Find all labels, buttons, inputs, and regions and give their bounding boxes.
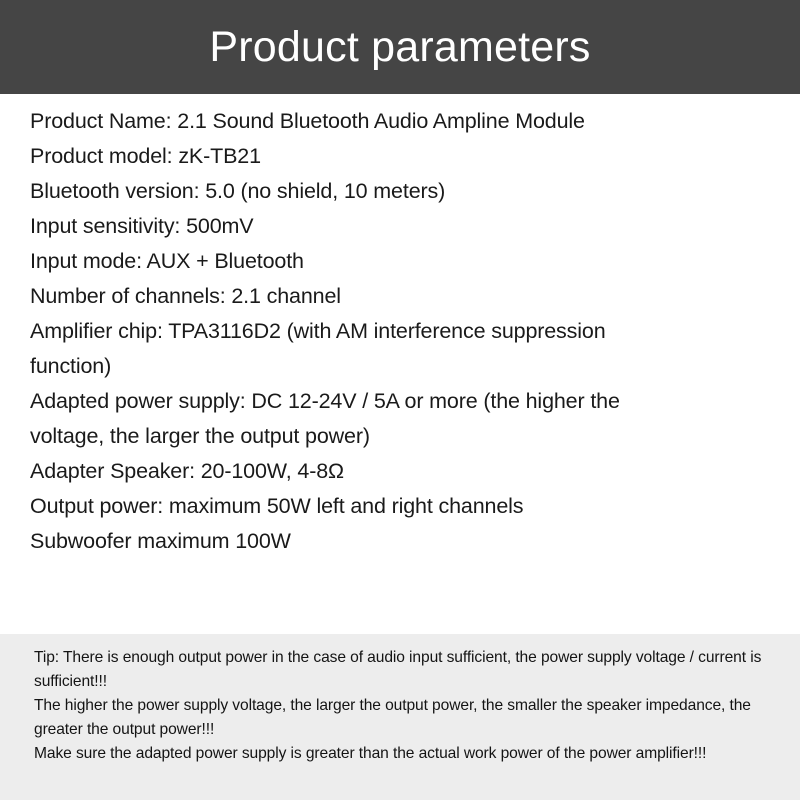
tip-band bbox=[0, 634, 800, 800]
spec-line: Adapter Speaker: 20-100W, 4-8Ω bbox=[30, 459, 344, 483]
tip-list bbox=[34, 646, 764, 766]
page-title: Product parameters bbox=[209, 22, 591, 71]
spec-line: Product model: zK-TB21 bbox=[30, 144, 261, 168]
spec-line: Input sensitivity: 500mV bbox=[30, 214, 254, 238]
tip-line: Tip: There is enough output power in the case of audio input sufficient, the power supply voltage / current is sufficient!!! bbox=[34, 649, 762, 690]
spec-line: Input mode: AUX + Bluetooth bbox=[30, 249, 304, 273]
spec-line: Number of channels: 2.1 channel bbox=[30, 284, 341, 308]
spec-line: Subwoofer maximum 100W bbox=[30, 529, 291, 553]
spec-line: Output power: maximum 50W left and right channels bbox=[30, 494, 524, 518]
spec-line: Adapted power supply: DC 12-24V / 5A or more (the higher the voltage, the larger the output power) bbox=[30, 389, 620, 448]
spec-line: Product Name: 2.1 Sound Bluetooth Audio Ampline Module bbox=[30, 109, 585, 133]
tip-line: The higher the power supply voltage, the larger the output power, the smaller the speaker impedance, the greater the output power!!! bbox=[34, 697, 751, 738]
spec-list bbox=[30, 104, 670, 559]
header-band bbox=[0, 0, 800, 94]
spec-line: Bluetooth version: 5.0 (no shield, 10 meters) bbox=[30, 179, 446, 203]
spec-line: Amplifier chip: TPA3116D2 (with AM interference suppression function) bbox=[30, 319, 606, 378]
spec-area bbox=[0, 94, 800, 634]
tip-line: Make sure the adapted power supply is greater than the actual work power of the power amplifier!!! bbox=[34, 745, 707, 762]
